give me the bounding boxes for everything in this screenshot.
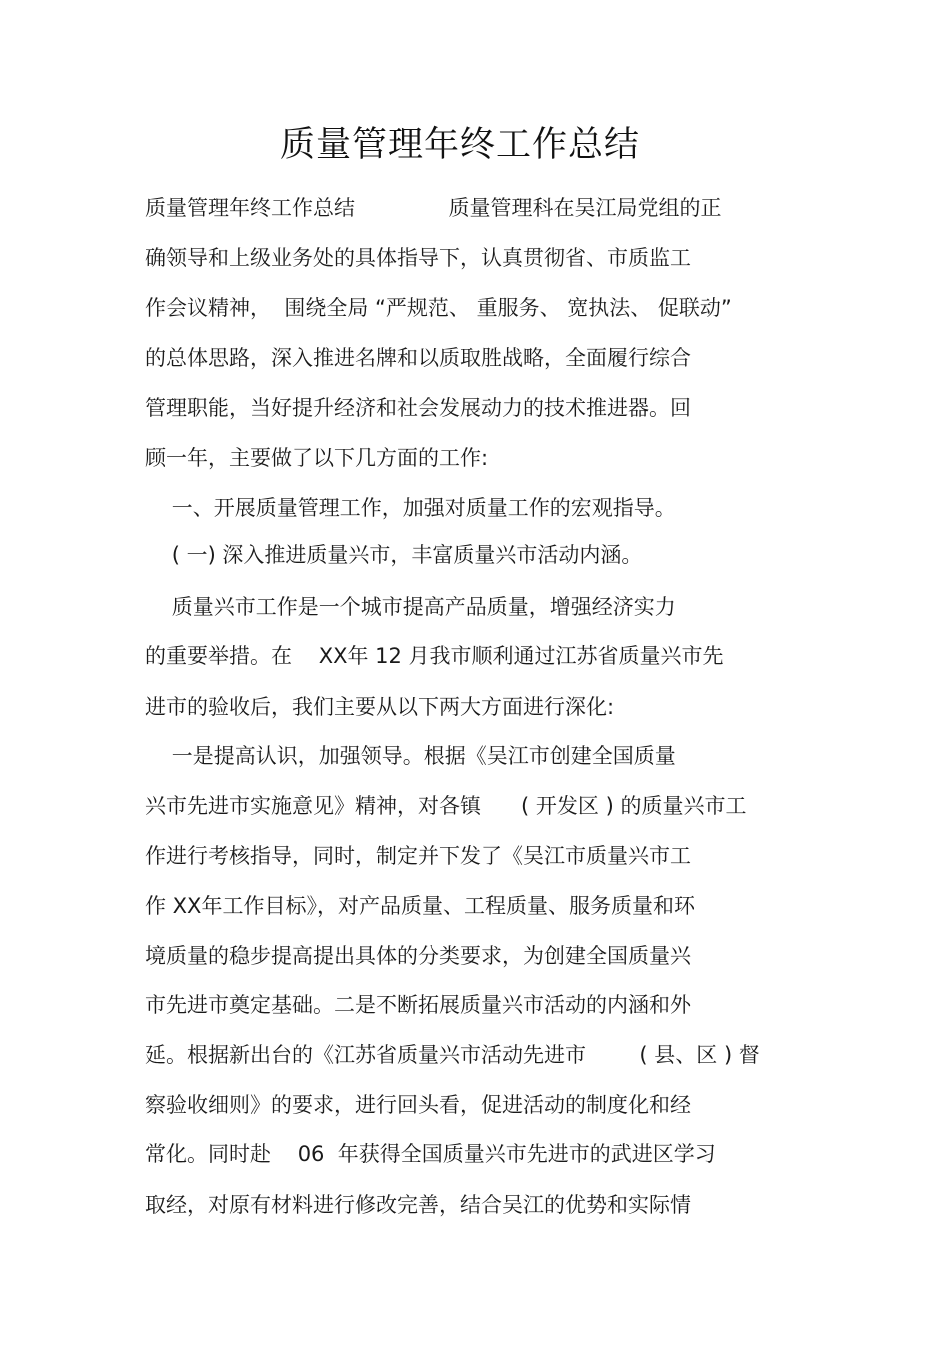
body-line: 取经，对原有材料进行修改完善，结合吴江的优势和实际情 [145,1193,691,1217]
body-line: 确领导和上级业务处的具体指导下，认真贯彻省、市质监工 [145,246,691,270]
body-line: 兴市先进市实施意见》精神，对各镇 ( 开发区 ) 的质量兴市工 [145,794,747,818]
body-line: 作 XX年工作目标》，对产品质量、工程质量、服务质量和环 [145,894,695,918]
body-line: 作进行考核指导，同时，制定并下发了《吴江市质量兴市工 [145,844,691,868]
body-line: ( 一) 深入推进质量兴市，丰富质量兴市活动内涵。 [145,543,643,567]
body-line: 的重要举措。在 XX年 12 月我市顺利通过江苏省质量兴市先 [145,644,724,668]
body-line: 作会议精神， 围绕全局 “严规范、 重服务、 宽执法、 促联动” [145,296,732,320]
body-line: 一是提高认识，加强领导。根据《吴江市创建全国质量 [145,744,676,768]
body-line: 管理职能，当好提升经济和社会发展动力的技术推进器。回 [145,396,691,420]
body-line: 延。根据新出台的《江苏省质量兴市活动先进市 ( 县、区 ) 督 [145,1043,760,1067]
body-line: 进市的验收后，我们主要从以下两大方面进行深化: [145,695,615,719]
body-line: 市先进市奠定基础。二是不断拓展质量兴市活动的内涵和外 [145,993,691,1017]
body-line: 质量兴市工作是一个城市提高产品质量，增强经济实力 [145,595,676,619]
body-line: 顾一年，主要做了以下几方面的工作: [145,446,489,470]
body-line: 常化。同时赴 06 年获得全国质量兴市先进市的武进区学习 [145,1142,716,1166]
body-line: 境质量的稳步提高提出具体的分类要求，为创建全国质量兴 [145,944,691,968]
body-line: 的总体思路，深入推进名牌和以质取胜战略，全面履行综合 [145,346,691,370]
body-line: 一、开展质量管理工作，加强对质量工作的宏观指导。 [145,496,676,520]
page-title: 质量管理年终工作总结 [279,125,640,165]
body-line: 察验收细则》的要求，进行回头看，促进活动的制度化和经 [145,1093,691,1117]
body-line: 质量管理年终工作总结 质量管理科在吴江局党组的正 [145,196,722,220]
